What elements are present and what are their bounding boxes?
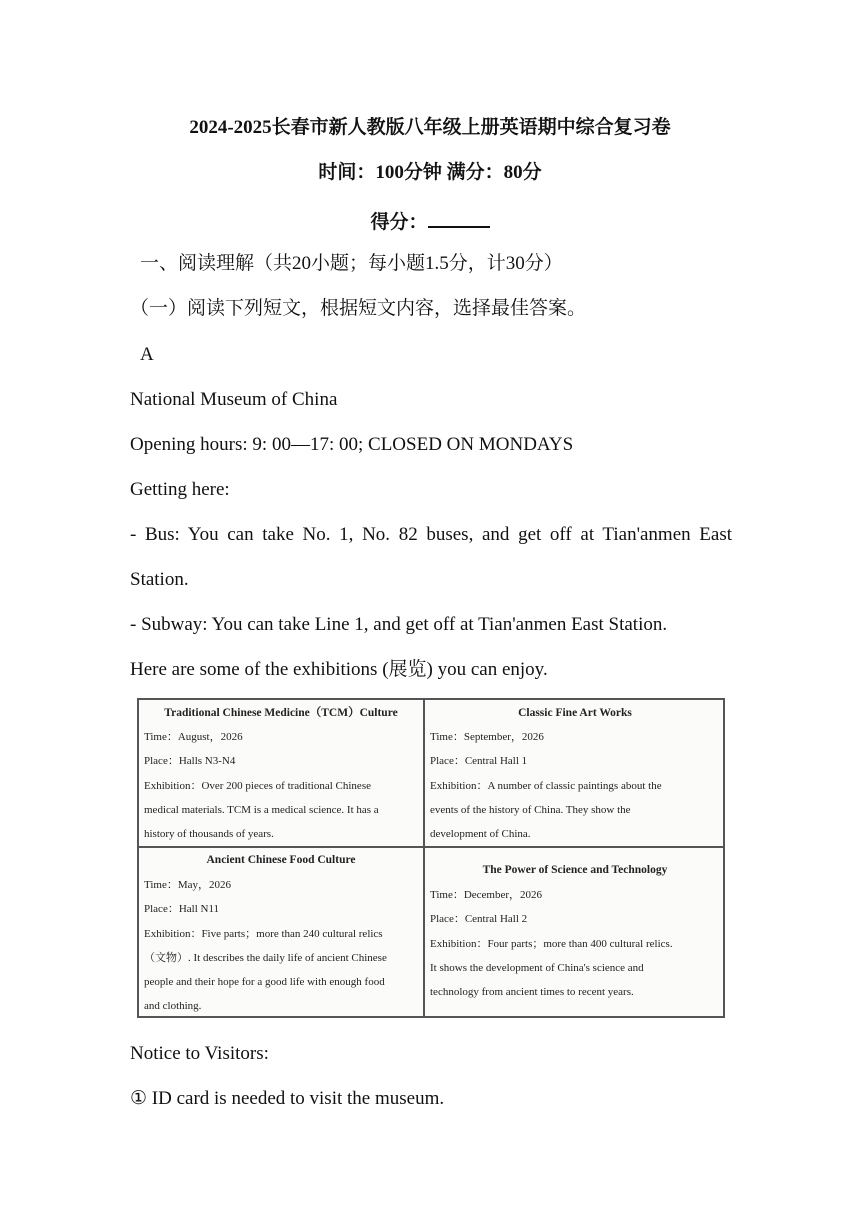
exam-time-and-score-info: 时间：100分钟 满分：80分 bbox=[318, 162, 542, 183]
description-line: Exhibition：A number of classic paintings about the bbox=[430, 780, 662, 792]
description-line: technology from ancient times to recent years. bbox=[430, 986, 634, 998]
opening-hours: Opening hours: 9: 00—17: 00; CLOSED ON MONDAYS bbox=[130, 434, 574, 455]
description-line: Exhibition：Over 200 pieces of traditional Chinese bbox=[144, 780, 371, 792]
exhibitions-table bbox=[137, 698, 725, 1018]
score-blank bbox=[428, 209, 490, 228]
description-line: medical materials. TCM is a medical science. It has a bbox=[144, 804, 379, 816]
passage-label: A bbox=[140, 344, 154, 365]
subway-directions: - Subway: You can take Line 1, and get off at Tian'anmen East Station. bbox=[130, 614, 668, 635]
bus-directions: - Bus: You can take No. 1, No. 82 buses, and get off at Tian'anmen East bbox=[130, 524, 732, 545]
exhibitions-intro: Here are some of the exhibitions (展览) you can enjoy. bbox=[130, 659, 548, 680]
exhibition-title: Traditional Chinese Medicine（TCM）Culture bbox=[164, 707, 398, 719]
notice-item: ① ID card is needed to visit the museum. bbox=[130, 1088, 445, 1109]
score-label: 得分： bbox=[370, 212, 428, 233]
exhibition-time: Time：September，2026 bbox=[430, 731, 544, 743]
description-line: Exhibition：Five parts；more than 240 cultural relics bbox=[144, 928, 383, 940]
exhibition-place: Place：Central Hall 2 bbox=[430, 913, 528, 925]
bus-directions-continued: Station. bbox=[130, 569, 189, 590]
description-line: people and their hope for a good life with enough food bbox=[144, 976, 385, 988]
museum-name: National Museum of China bbox=[130, 389, 338, 410]
description-line: events of the history of China. They show the bbox=[430, 804, 631, 816]
exhibition-title: Classic Fine Art Works bbox=[518, 707, 632, 719]
exhibition-place: Place：Hall N11 bbox=[144, 903, 220, 915]
description-line: （文物）. It describes the daily life of ancient Chinese bbox=[144, 952, 387, 964]
exhibition-cell-science-tech bbox=[425, 848, 725, 1018]
description-line: Exhibition：Four parts；more than 400 cultural relics. bbox=[430, 938, 673, 950]
section-instruction: （一）阅读下列短文，根据短文内容，选择最佳答案。 bbox=[130, 298, 587, 319]
getting-here-heading: Getting here: bbox=[130, 479, 230, 500]
score-field bbox=[0, 209, 860, 232]
notice-heading: Notice to Visitors: bbox=[130, 1043, 269, 1064]
exhibition-time: Time：May，2026 bbox=[144, 879, 231, 891]
exhibition-description bbox=[144, 922, 416, 1018]
exam-title: 2024-2025长春市新人教版八年级上册英语期中综合复习卷 bbox=[189, 117, 671, 138]
description-line: development of China. bbox=[430, 828, 531, 840]
description-line: history of thousands of years. bbox=[144, 828, 274, 840]
description-line: and clothing. bbox=[144, 1000, 202, 1012]
description-line: It shows the development of China's science and bbox=[430, 962, 644, 974]
exhibition-cell-tcm bbox=[139, 700, 423, 846]
exhibition-description bbox=[430, 774, 718, 846]
exhibition-title: Ancient Chinese Food Culture bbox=[206, 854, 356, 866]
exhibition-place: Place：Halls N3-N4 bbox=[144, 755, 236, 767]
section-heading: 一、阅读理解（共20小题；每小题1.5分，计30分） bbox=[140, 253, 563, 274]
exhibition-cell-fine-art bbox=[425, 700, 725, 846]
exhibition-title: The Power of Science and Technology bbox=[482, 864, 668, 876]
exhibition-time: Time：December，2026 bbox=[430, 889, 543, 901]
exhibition-place: Place：Central Hall 1 bbox=[430, 755, 528, 767]
exhibition-cell-food-culture bbox=[139, 848, 423, 1018]
exhibition-time: Time：August，2026 bbox=[144, 731, 243, 743]
exhibition-description bbox=[144, 774, 416, 846]
exhibition-description bbox=[430, 932, 718, 1004]
